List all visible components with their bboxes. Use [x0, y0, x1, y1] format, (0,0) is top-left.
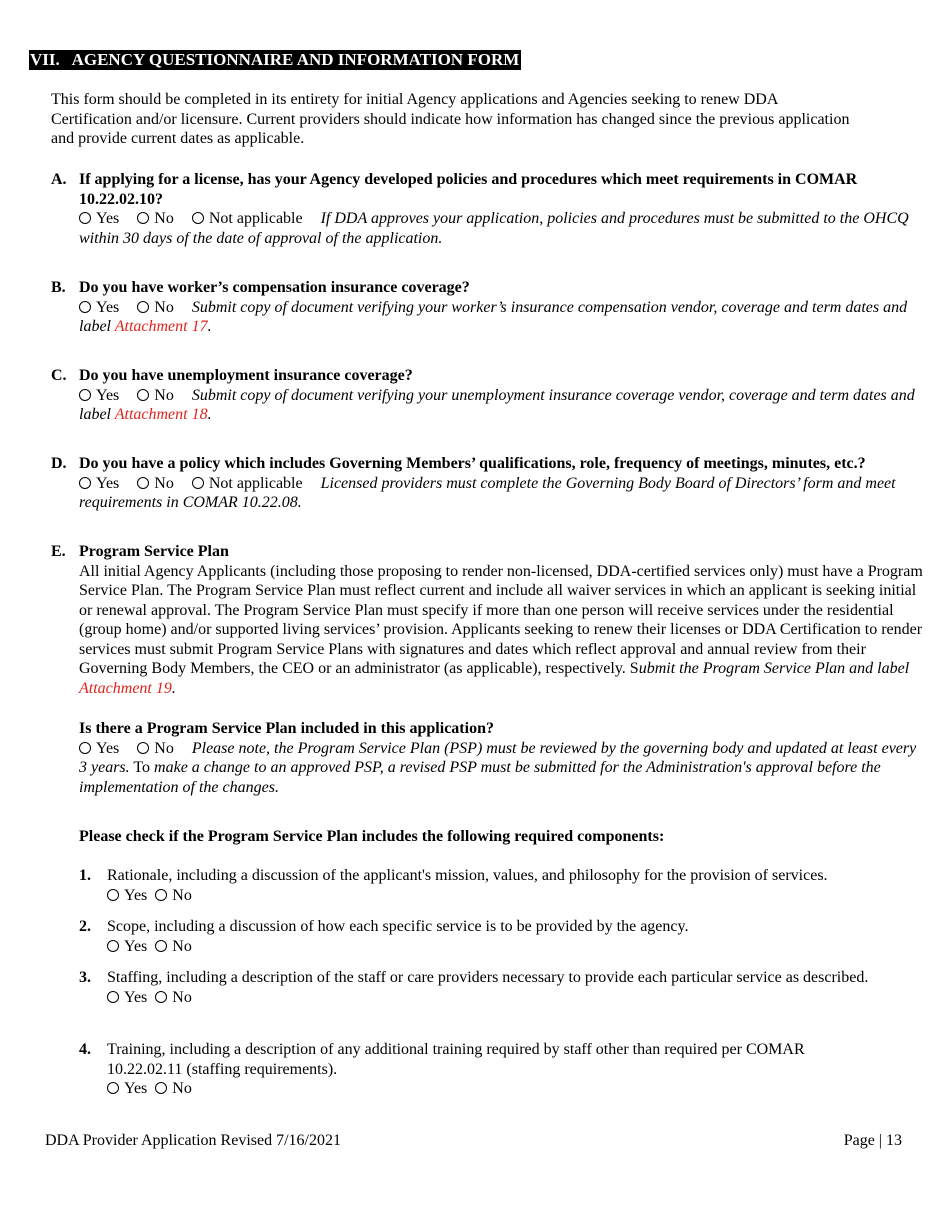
question-letter: D. [51, 455, 67, 472]
footer-revision: DDA Provider Application Revised 7/16/2021 [45, 1132, 341, 1149]
radio-no[interactable] [137, 477, 149, 489]
radio-yes[interactable] [79, 389, 91, 401]
radio-no[interactable] [137, 389, 149, 401]
radio-not-applicable[interactable] [192, 212, 204, 224]
no-option[interactable]: No [155, 938, 192, 955]
radio-yes[interactable] [107, 991, 119, 1003]
psp-included-question [79, 719, 919, 797]
yes-option[interactable]: Yes [79, 475, 119, 492]
yes-option[interactable]: Yes [107, 938, 147, 955]
not-applicable-option[interactable]: Not applicable [192, 210, 303, 227]
attachment-label: Attachment 18 [114, 406, 208, 423]
radio-no[interactable] [155, 940, 167, 952]
radio-yes[interactable] [79, 742, 91, 754]
question-title: If applying for a license, has your Agency developed policies and procedures which meet requirements in COMAR 10.22.02.10? [79, 171, 858, 208]
intro-paragraph: This form should be completed in its entirety for initial Agency applications and Agencies seeking to renew DDA Certification and/or licensure. Current providers should indicate how information has changed since the previous application and provide current dates as applicable. [51, 91, 850, 147]
yes-option[interactable]: Yes [79, 740, 119, 757]
yes-option[interactable]: Yes [107, 1080, 147, 1097]
checklist-title: Please check if the Program Service Plan includes the following required components: [79, 828, 665, 845]
checklist-item: 1. Rationale, including a discussion of the applicant's mission, values, and philosophy for the provision of services. Yes No [79, 867, 828, 904]
radio-yes[interactable] [79, 477, 91, 489]
question-note: Licensed providers must complete the Governing Body Board of Directors’ form and meet requirements in COMAR 10.22.08. [79, 474, 896, 511]
yes-option[interactable]: Yes [107, 989, 147, 1006]
question-letter: C. [51, 367, 67, 384]
attachment-label: Attachment 19 [79, 679, 172, 697]
radio-yes[interactable] [107, 940, 119, 952]
no-option[interactable]: No [137, 299, 174, 316]
question-letter: B. [51, 279, 66, 296]
program-service-plan-text: All initial Agency Applicants (including those proposing to render non-licensed, DDA-certified services only) must have a Program Service Plan. The Program Service Plan must reflect current and include all waiver services in which an applicant is seeking initial or renewal approval. The Program Service Plan must specify if more than one person will receive services under the residential (group home) and/or supported living services’ provision. Applicants seeking to renew their licenses or DDA Certification to render services must submit Program Service Plans with signatures and dates which reflect approval and annual review from their Governing Body Members, the CEO or an administrator (as applicable), respectively. Submit the Program Service Plan and label Attachment 19. [79, 562, 923, 697]
radio-yes[interactable] [107, 889, 119, 901]
no-option[interactable]: No [137, 740, 174, 757]
radio-no[interactable] [137, 212, 149, 224]
radio-no[interactable] [137, 301, 149, 313]
yes-option[interactable]: Yes [79, 387, 119, 404]
radio-no[interactable] [155, 1082, 167, 1094]
checklist-item: 2. Scope, including a discussion of how each specific service is to be provided by the agency. Yes No [79, 918, 689, 955]
question-title: Do you have a policy which includes Governing Members’ qualifications, role, frequency of meetings, minutes, etc.? [79, 455, 866, 472]
radio-no[interactable] [137, 742, 149, 754]
attachment-label: Attachment 17 [114, 318, 208, 335]
yes-option[interactable]: Yes [107, 887, 147, 904]
checklist-item: 4. Training, including a description of any additional training required by staff other than required per COMAR 10.22.02.11 (staffing requirements). Yes No [79, 1041, 805, 1097]
radio-yes[interactable] [107, 1082, 119, 1094]
question-letter: A. [51, 171, 67, 188]
psp-note: Please note, the Program Service Plan (PSP) must be reviewed by the governing body and updated at least every 3 years. To make a change to an approved PSP, a revised PSP must be submitted for the Administration's approval before the implementation of the changes. [79, 739, 917, 796]
footer-page-number: Page | 13 [843, 1132, 902, 1149]
question-e [51, 542, 931, 698]
yes-option[interactable]: Yes [79, 210, 119, 227]
question-title: Do you have worker’s compensation insurance coverage? [79, 279, 470, 296]
question-a [51, 170, 931, 248]
question-letter: E. [51, 543, 66, 560]
no-option[interactable]: No [137, 387, 174, 404]
section-roman: VII. [30, 50, 60, 69]
question-note: Submit copy of document verifying your unemployment insurance coverage vendor, coverage and term dates and label Attachment 18. [79, 386, 915, 423]
yes-option[interactable]: Yes [79, 299, 119, 316]
section-title: AGENCY QUESTIONNAIRE AND INFORMATION FORM [71, 50, 520, 69]
not-applicable-option[interactable]: Not applicable [192, 475, 303, 492]
no-option[interactable]: No [155, 887, 192, 904]
question-c [51, 366, 931, 425]
question-title: Program Service Plan [79, 543, 229, 560]
question-note: If DDA approves your application, policies and procedures must be submitted to the OHCQ within 30 days of the date of approval of the application. [79, 210, 909, 247]
radio-not-applicable[interactable] [192, 477, 204, 489]
psp-question-title: Is there a Program Service Plan included in this application? [79, 720, 494, 737]
radio-yes[interactable] [79, 212, 91, 224]
no-option[interactable]: No [137, 210, 174, 227]
question-d [51, 454, 931, 513]
radio-no[interactable] [155, 991, 167, 1003]
no-option[interactable]: No [155, 989, 192, 1006]
radio-no[interactable] [155, 889, 167, 901]
question-note: Submit copy of document verifying your worker’s insurance compensation vendor, coverage and term dates and label Attachment 17. [79, 298, 908, 335]
no-option[interactable]: No [137, 475, 174, 492]
checklist-item: 3. Staffing, including a description of the staff or care providers necessary to provide each particular service as described. Yes No [79, 969, 869, 1006]
question-b [51, 278, 931, 337]
question-title: Do you have unemployment insurance coverage? [79, 367, 413, 384]
radio-yes[interactable] [79, 301, 91, 313]
no-option[interactable]: No [155, 1080, 192, 1097]
section-header [29, 50, 521, 70]
